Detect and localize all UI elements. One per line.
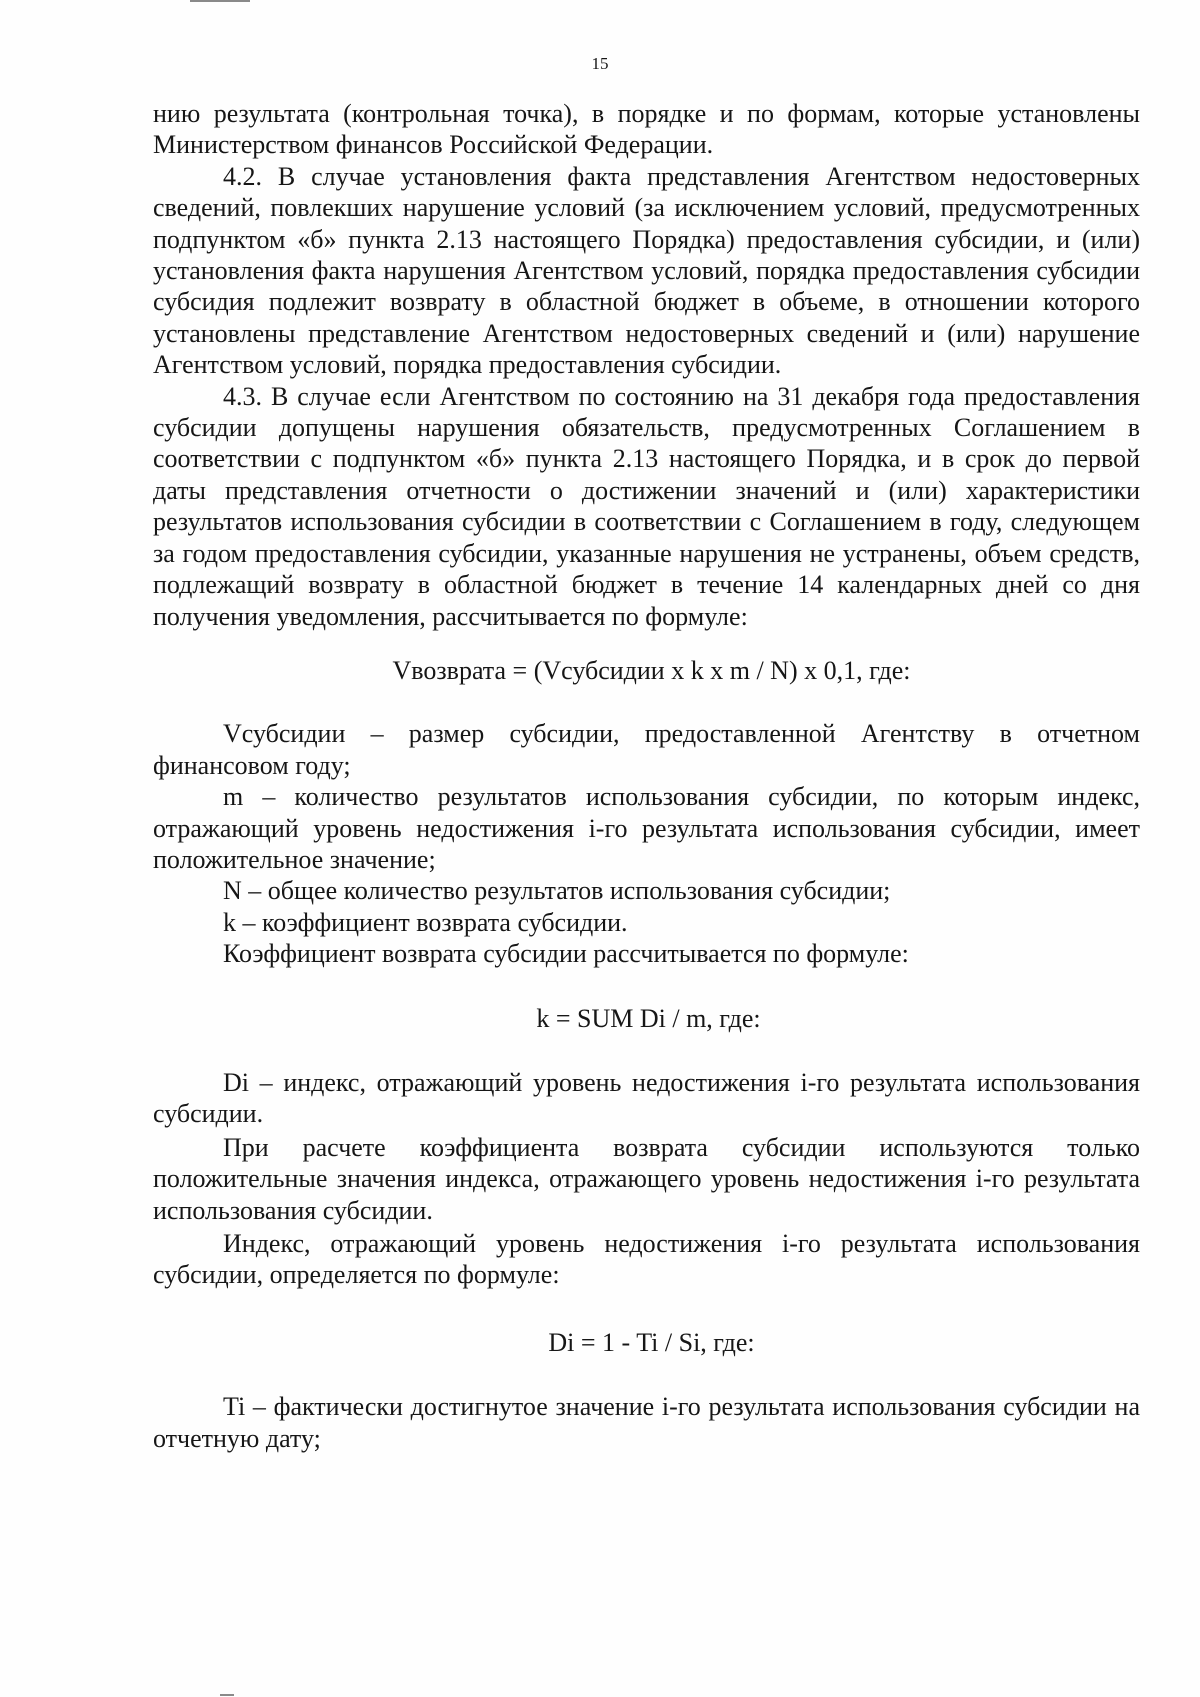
definition-ti: Ti – фактически достигнутое значение i-го результата использования субсидии на отчетную дату; xyxy=(153,1392,1140,1453)
paragraph-4-3: 4.3. В случае если Агентством по состоянию на 31 декабря года предоставления субсидии допущены нарушения обязательств, предусмотренных Соглашением в соответствии с подпунктом «б» пункта 2.13 настоящего Порядка, и в срок до первой даты представления отчетности о достижении значений и (или) характеристики результатов использования субсидии в соответствии с Соглашением в году, следующем за годом предоставления субсидии, указанные нарушения не устранены, объем средств, подлежащий возврату в областной бюджет в течение 14 календарных дней со дня получения уведомления, рассчитывается по формуле: xyxy=(153,381,1140,631)
document-body xyxy=(153,98,1140,1454)
formula-v-return: Vвозврата = (Vсубсидии x k x m / N) x 0,1, где: xyxy=(392,655,911,685)
paragraph-continuation: нию результата (контрольная точка), в порядке и по формам, которые установлены Министерством финансов Российской Федерации. xyxy=(153,99,1140,160)
formula-di: Di = 1 - Ti / Si, где: xyxy=(548,1327,755,1357)
definition-v-subsidy: Vсубсидии – размер субсидии, предоставленной Агентству в отчетном финансовом году; xyxy=(153,719,1140,780)
scan-artifact-top xyxy=(190,0,250,2)
scan-artifact-bottom xyxy=(220,1694,234,1696)
definition-k: k – коэффициент возврата субсидии. xyxy=(223,907,628,937)
paragraph-positive-values: При расчете коэффициента возврата субсидии используются только положительные значения индекса, отражающего уровень недостижения i-го результата использования субсидии. xyxy=(153,1132,1140,1225)
definition-n: N – общее количество результатов использования субсидии; xyxy=(223,876,891,906)
paragraph-k-formula-intro: Коэффициент возврата субсидии рассчитывается по формуле: xyxy=(223,939,909,969)
definition-m: m – количество результатов использования субсидии, по которым индекс, отражающий уровень недостижения i-го результата использования субсидии, имеет положительное значение; xyxy=(153,782,1140,874)
formula-k: k = SUM Di / m, где: xyxy=(536,1003,761,1033)
definition-di: Di – индекс, отражающий уровень недостижения i-го результата использования субсидии. xyxy=(153,1067,1140,1129)
page-number: 15 xyxy=(591,54,609,73)
paragraph-di-formula-intro: Индекс, отражающий уровень недостижения i-го результата использования субсидии, определяется по формуле: xyxy=(153,1229,1140,1290)
paragraph-4-2: 4.2. В случае установления факта представления Агентством недостоверных сведений, повлекших нарушение условий (за исключением условий, предусмотренных подпунктом «б» пункта 2.13 настоящего Порядка) предоставления субсидии, и (или) установления факта нарушения Агентством условий, порядка предоставления субсидии субсидия подлежит возврату в областной бюджет в объеме, в отношении которого установлены представление Агентством недостоверных сведений и (или) нарушение Агентством условий, порядка предоставления субсидии. xyxy=(153,161,1140,380)
